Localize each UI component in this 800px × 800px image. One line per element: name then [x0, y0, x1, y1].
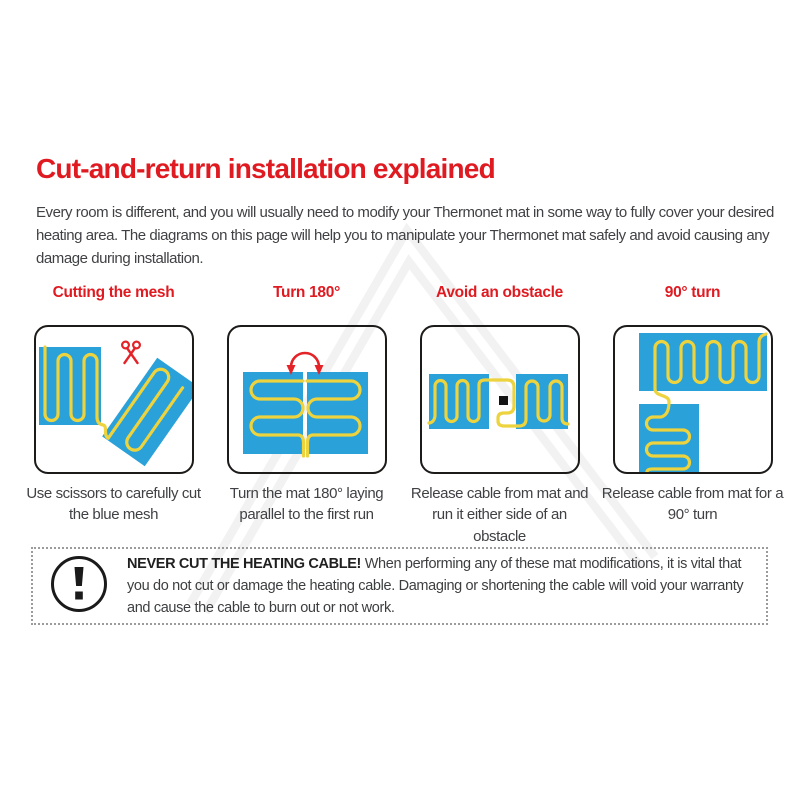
steps-row [17, 283, 789, 547]
step-heading: Cutting the mesh [52, 284, 175, 301]
step-heading: Avoid an obstacle [436, 284, 563, 301]
step-heading: 90° turn [664, 284, 721, 301]
step-caption: Release cable from mat and run it either side of an obstacle [410, 485, 589, 545]
step-turn-180 [210, 283, 403, 547]
diagram-turn-180 [227, 325, 387, 474]
rotate-180-arrow-icon [286, 353, 323, 375]
scissors-icon [122, 342, 140, 363]
exclamation-icon [49, 554, 109, 619]
diagram-avoid-obstacle [420, 325, 580, 474]
warning-box [31, 547, 768, 625]
obstacle-icon [499, 396, 508, 405]
intro-paragraph: Every room is different, and you will usually need to modify your Thermonet mat in some way to fully cover your desired heating area. The diagrams on this page will help you to manipulate your Thermonet mat safely and avoid causing any damage during installation. [36, 204, 774, 267]
diagram-90-turn [613, 325, 773, 474]
step-caption: Use scissors to carefully cut the blue mesh [26, 485, 201, 524]
step-caption: Release cable from mat for a 90° turn [601, 485, 784, 524]
warning-body: When performing any of these mat modifications, it is vital that you do not cut or damage the heating cable. Damaging or shortening the cable will void your warranty and cause the cable to burn out or not work. [127, 555, 744, 617]
step-avoid-obstacle [403, 283, 596, 547]
warning-lead: NEVER CUT THE HEATING CABLE! [127, 555, 362, 572]
step-heading: Turn 180° [273, 284, 340, 301]
diagram-cutting-the-mesh [34, 325, 194, 474]
page-title: Cut-and-return installation explained [36, 153, 495, 184]
step-caption: Turn the mat 180° laying parallel to the first run [229, 485, 384, 524]
step-90-turn [596, 283, 789, 547]
warning-text [127, 553, 757, 619]
heating-mat [102, 358, 192, 466]
step-cutting-the-mesh [17, 283, 210, 547]
